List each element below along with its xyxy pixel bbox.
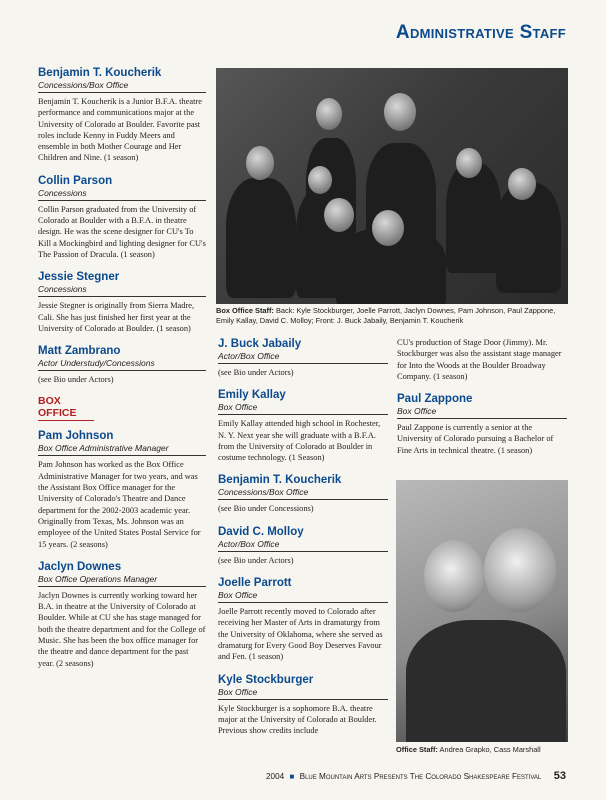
staff-name: Collin Parson xyxy=(38,174,113,187)
photo-face xyxy=(456,148,482,178)
caption-label: Box Office Staff: xyxy=(216,306,274,315)
staff-entry xyxy=(218,673,388,737)
staff-bio: Pam Johnson has worked as the Box Office Administrative Manager for two years, and was the Assistant Box Office manager for the University of Colorado's Theatre and Dance department for the 2002-2003 academic year. Originally from Texas, Ms. Johnson was an employee of the United States Postal Service for 15 years. (2 seasons) xyxy=(38,460,201,549)
photo-face xyxy=(324,198,354,232)
staff-entry xyxy=(218,525,388,566)
page-footer xyxy=(0,770,606,790)
staff-name: Joelle Parrott xyxy=(218,577,292,590)
staff-bio: Joelle Parrott recently moved to Colorado after receiving her Master of Arts in dramaturgy from the University of Oklahoma, where she served as dramaturg for Every Good Boy Deserves Favour and Fen. (1 season) xyxy=(218,607,383,662)
office-staff-photo xyxy=(396,480,568,742)
footer-text xyxy=(266,772,541,781)
staff-bio: Benjamin T. Koucherik is a Junior B.F.A. theatre performance and communications major at the University of Colorado at Boulder. Favorite past roles include Kenny in Fuddy Meers and ensemble in both Mother Courage and Her Children and Nine. (1 season) xyxy=(38,97,202,163)
staff-name: Paul Zappone xyxy=(397,393,473,406)
staff-entry xyxy=(218,388,388,463)
photo-figure xyxy=(496,183,561,293)
staff-bio: (see Bio under Actors) xyxy=(218,555,294,565)
photo-face xyxy=(508,168,536,200)
caption-text: Back: Kyle Stockburger, Joelle Parrott, Jaclyn Downes, Pam Johnson, Paul Zappone, Emily Kallay, David C. Molloy; Front: J. Buck Jabaily, Benjamin T. Koucherik xyxy=(216,306,556,325)
page-number: 53 xyxy=(553,770,566,782)
photo-face xyxy=(372,210,404,246)
staff-bio: Collin Parson graduated from the University of Colorado at Boulder with a B.F.A. in theatre design. He was the scene designer for CU's To Kill a Mockingbird and lighting designer for CU's The Passion of Dracula. (1 season) xyxy=(38,204,206,259)
staff-bio: (see Bio under Concessions) xyxy=(218,504,314,514)
staff-entry xyxy=(38,429,206,549)
staff-bio: (see Bio under Actors) xyxy=(38,375,114,385)
staff-entry xyxy=(38,560,206,669)
staff-role: Actor/Box Office xyxy=(218,539,388,552)
staff-entry xyxy=(38,174,206,260)
staff-role: Concessions xyxy=(38,188,206,201)
staff-name: Jessie Stegner xyxy=(38,271,120,284)
footer-year: 2004 xyxy=(266,772,285,781)
staff-entry xyxy=(218,473,388,514)
staff-role: Box Office xyxy=(218,402,388,415)
caption-label: Office Staff: xyxy=(396,745,438,754)
photo-face xyxy=(484,528,556,612)
office-photo-caption xyxy=(396,745,568,755)
staff-entry xyxy=(218,576,388,662)
staff-role: Box Office xyxy=(218,687,388,700)
photo-face xyxy=(316,98,342,130)
staff-bio: Jaclyn Downes is currently working toward her B.A. in theatre at the University of Colorado at Boulder. While at CU she has stage managed for both the theatre department and for the College of Music. She has been the box office manager for the theatre and dance department for the past year. (2 seasons) xyxy=(38,590,206,668)
staff-bio: Emily Kallay attended high school in Rochester, N. Y. Next year she will graduate with a B.F.A. from the University of Colorado at Boulder in costume technology. (1 Season) xyxy=(218,419,381,463)
staff-name: Matt Zambrano xyxy=(38,345,121,358)
staff-role: Concessions xyxy=(38,284,206,297)
staff-bio: Jessie Stegner is originally from Sierra Madre, Cali. She has just finished her first year at the University of Colorado at Boulder. (1 season) xyxy=(38,301,195,333)
photo-face xyxy=(424,540,484,612)
staff-bio: Paul Zappone is currently a senior at the University of Colorado pursuing a Bachelor of Fine Arts in technical theatre. (1 season) xyxy=(397,423,554,455)
photo-face xyxy=(384,93,416,131)
left-column xyxy=(38,66,206,679)
middle-column xyxy=(218,337,388,746)
photo-figure xyxy=(406,620,566,742)
staff-role: Concessions/Box Office xyxy=(38,80,206,93)
box-office-photo-caption xyxy=(216,306,568,325)
staff-name: David C. Molloy xyxy=(218,525,304,538)
continued-bio: CU's production of Stage Door (Jimmy). Mr. Stockburger was also the assistant stage manager for Into the Woods at the Boulder Broadway Company. (1 season) xyxy=(397,338,562,381)
footer-publication: Blue Mountain Arts Presents The Colorado Shakespeare Festival xyxy=(299,772,542,781)
staff-role: Box Office xyxy=(397,406,567,419)
staff-role: Box Office Administrative Manager xyxy=(38,443,206,456)
staff-name: Kyle Stockburger xyxy=(218,673,314,686)
photo-face xyxy=(246,146,274,180)
photo-figure xyxy=(446,163,501,273)
box-office-staff-photo xyxy=(216,68,568,304)
section-heading-box-office: BOX OFFICE xyxy=(38,395,94,421)
staff-bio: (see Bio under Actors) xyxy=(218,368,294,377)
bullet-icon: ■ xyxy=(289,772,295,781)
staff-name: Benjamin T. Koucherik xyxy=(218,474,342,487)
staff-entry xyxy=(38,270,206,334)
photo-face xyxy=(308,166,332,194)
caption-text: Andrea Grapko, Cass Marshall xyxy=(439,745,541,754)
staff-role: Actor/Box Office xyxy=(218,351,388,364)
page-title: Administrative Staff xyxy=(395,22,566,43)
staff-name: Emily Kallay xyxy=(218,389,286,402)
staff-role: Concessions/Box Office xyxy=(218,487,388,500)
photo-figure xyxy=(226,178,296,298)
staff-entry xyxy=(38,344,206,385)
staff-entry xyxy=(218,337,388,378)
staff-role: Box Office xyxy=(218,590,388,603)
staff-name: Jaclyn Downes xyxy=(38,560,122,573)
staff-role: Box Office Operations Manager xyxy=(38,574,206,587)
staff-role: Actor Understudy/Concessions xyxy=(38,358,206,371)
staff-bio: Kyle Stockburger is a sophomore B.A. theatre major at the University of Colorado at Boulder. Previous show credits include xyxy=(218,703,377,736)
staff-entry xyxy=(397,392,567,456)
staff-entry xyxy=(38,66,206,164)
staff-name: Pam Johnson xyxy=(38,430,114,443)
right-column xyxy=(397,337,567,466)
staff-name: Benjamin T. Koucherik xyxy=(38,67,162,79)
staff-name: J. Buck Jabaily xyxy=(218,338,302,350)
